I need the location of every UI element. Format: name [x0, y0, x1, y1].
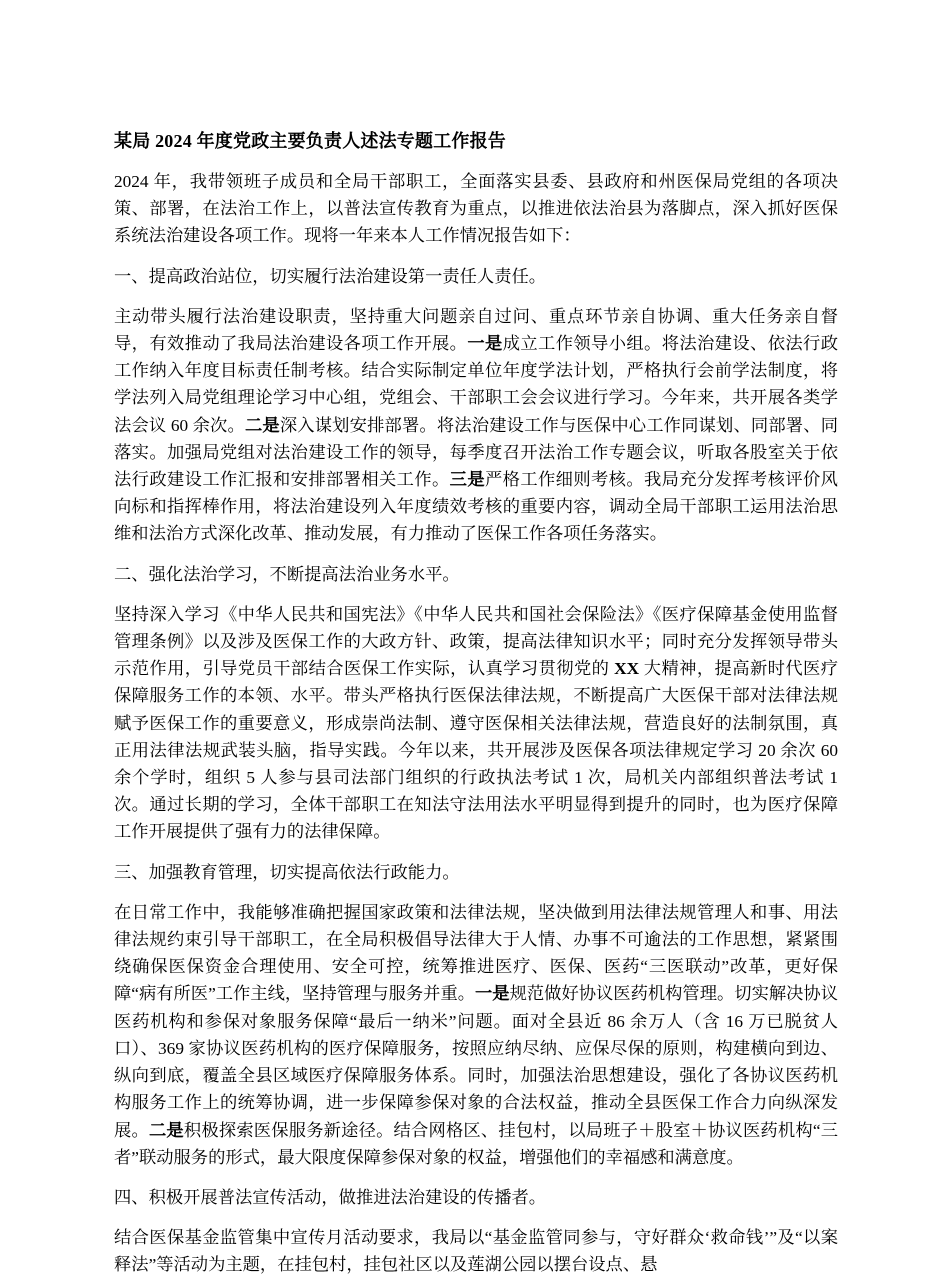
document-body	[114, 168, 838, 1279]
text-run: 在日常工作中，我能够准确把握国家政策和法律法规，坚决做到用法律法规管理人和事、用法律法规约束引导干部职工，在全局积极倡导法律大于人情、办事不可逾法的工作思想，紧紧围绕确保医保资金合理使用、安全可控，统筹推进医疗、医保、医药“三医联动”改革，更好保障“病有所医”工作主线，坚持管理与服务并重。	[114, 902, 838, 1004]
emphasis-run: 一是	[467, 334, 503, 354]
text-run: 三、加强教育管理，切实提高依法行政能力。	[114, 862, 460, 882]
section-heading-4	[114, 1184, 838, 1211]
section-heading-1	[114, 263, 838, 290]
text-run: 深入谋划安排部署。将法治建设工作与医保中心工作同谋划、同部署、同落实。加强局党组对法治建设工作的领导，每季度召开法治工作专题会议，听取各股室关于依法行政建设工作汇报和安排部署相关工作。	[114, 415, 838, 490]
text-run: 主动带头履行法治建设职责，坚持重大问题亲自过问、重点环节亲自协调、重大任务亲自督导，有效推动了我局法治建设各项工作开展。	[114, 306, 838, 354]
emphasis-run: 一是	[475, 984, 510, 1004]
emphasis-run: XX	[614, 659, 640, 679]
section-body-4	[114, 1224, 838, 1278]
text-run: 大精神，提高新时代医疗保障服务工作的本领、水平。带头严格执行医保法律法规，不断提高广大医保干部对法律法规赋予医保工作的重要意义，形成崇尚法制、遵守医保相关法律法规，营造良好的法制氛围，真正用法律法规武装头脑，指导实践。今年以来，共开展涉及医保各项法律规定学习 20 余次 60 余个学时，组织 5 人参与县司法部门组织的行政执法考试 1 次，局机关内部组织普法考试 1 次。通过长期的学习，全体干部职工在知法守法用法水平明显得到提升的同时，也为医疗保障工作开展提供了强有力的法律保障。	[114, 659, 838, 842]
section-heading-3	[114, 859, 838, 886]
section-body-2	[114, 601, 838, 846]
text-run: 二、强化法治学习，不断提高法治业务水平。	[114, 564, 460, 584]
text-run: 结合医保基金监管集中宣传月活动要求，我局以“基金监管同参与，守好群众‘救命钱’”及“以案释法”等活动为主题，在挂包村，挂包社区以及莲湖公园以摆台设点、悬	[114, 1228, 838, 1275]
text-run: 成立工作领导小组。将法治建设、依法行政工作纳入年度目标责任制考核。结合实际制定单位年度学法计划，严格执行会前学法制度，将学法列入局党组理论学习中心组，党组会、干部职工会会议进行学习。今年来，共开展各类学法会议 60 余次。	[114, 334, 838, 435]
text-run: 四、积极开展普法宣传活动，做推进法治建设的传播者。	[114, 1187, 547, 1207]
intro-paragraph	[114, 168, 838, 250]
emphasis-run: 二是	[148, 1120, 184, 1140]
text-run: 坚持深入学习《中华人民共和国宪法》《中华人民共和国社会保险法》《医疗保障基金使用监督管理条例》以及涉及医保工作的大政方针、政策，提高法律知识水平；同时充分发挥领导带头示范作用，引导党员干部结合医保工作实际，认真学习贯彻党的	[114, 604, 838, 679]
page-title: 某局 2024 年度党政主要负责人述法专题工作报告	[114, 131, 506, 151]
text-run: 严格工作细则考核。我局充分发挥考核评价风向标和指挥棒作用，将法治建设列入年度绩效考核的重要内容，调动全局干部职工运用法治思维和法治方式深化改革、推动发展，有力推动了医保工作各项任务落实。	[114, 470, 838, 544]
emphasis-run: 二是	[244, 415, 280, 435]
text-run: 规范做好协议医药机构管理。切实解决协议医药机构和参保对象服务保障“最后一纳米”问题。面对全县近 86 余万人（含 16 万已脱贫人口）、369 家协议医药机构的医疗保障服务，按照应纳尽纳、应保尽保的原则，构建横向到边、纵向到底，覆盖全县区域医疗保障服务体系。同时，加强法治思想建设，强化了各协议医药机构服务工作上的统筹协调，进一步保障参保对象的合法权益，推动全县医保工作合力向纵深发展。	[114, 984, 838, 1140]
section-heading-2	[114, 561, 838, 588]
emphasis-run: 三是	[449, 470, 486, 490]
section-body-3	[114, 899, 838, 1171]
section-body-1	[114, 303, 838, 548]
text-run: 积极探索医保服务新途径。结合网格区、挂包村，以局班子＋股室＋协议医药机构“三者”联动服务的形式，最大限度保障参保对象的权益，增强他们的幸福感和满意度。	[114, 1120, 838, 1167]
text-run: 2024 年，我带领班子成员和全局干部职工，全面落实县委、县政府和州医保局党组的各项决策、部署，在法治工作上，以普法宣传教育为重点，以推进依法治县为落脚点，深入抓好医保系统法治建设各项工作。现将一年来本人工作情况报告如下：	[114, 172, 838, 246]
text-run: 一、提高政治站位，切实履行法治建设第一责任人责任。	[114, 266, 547, 286]
